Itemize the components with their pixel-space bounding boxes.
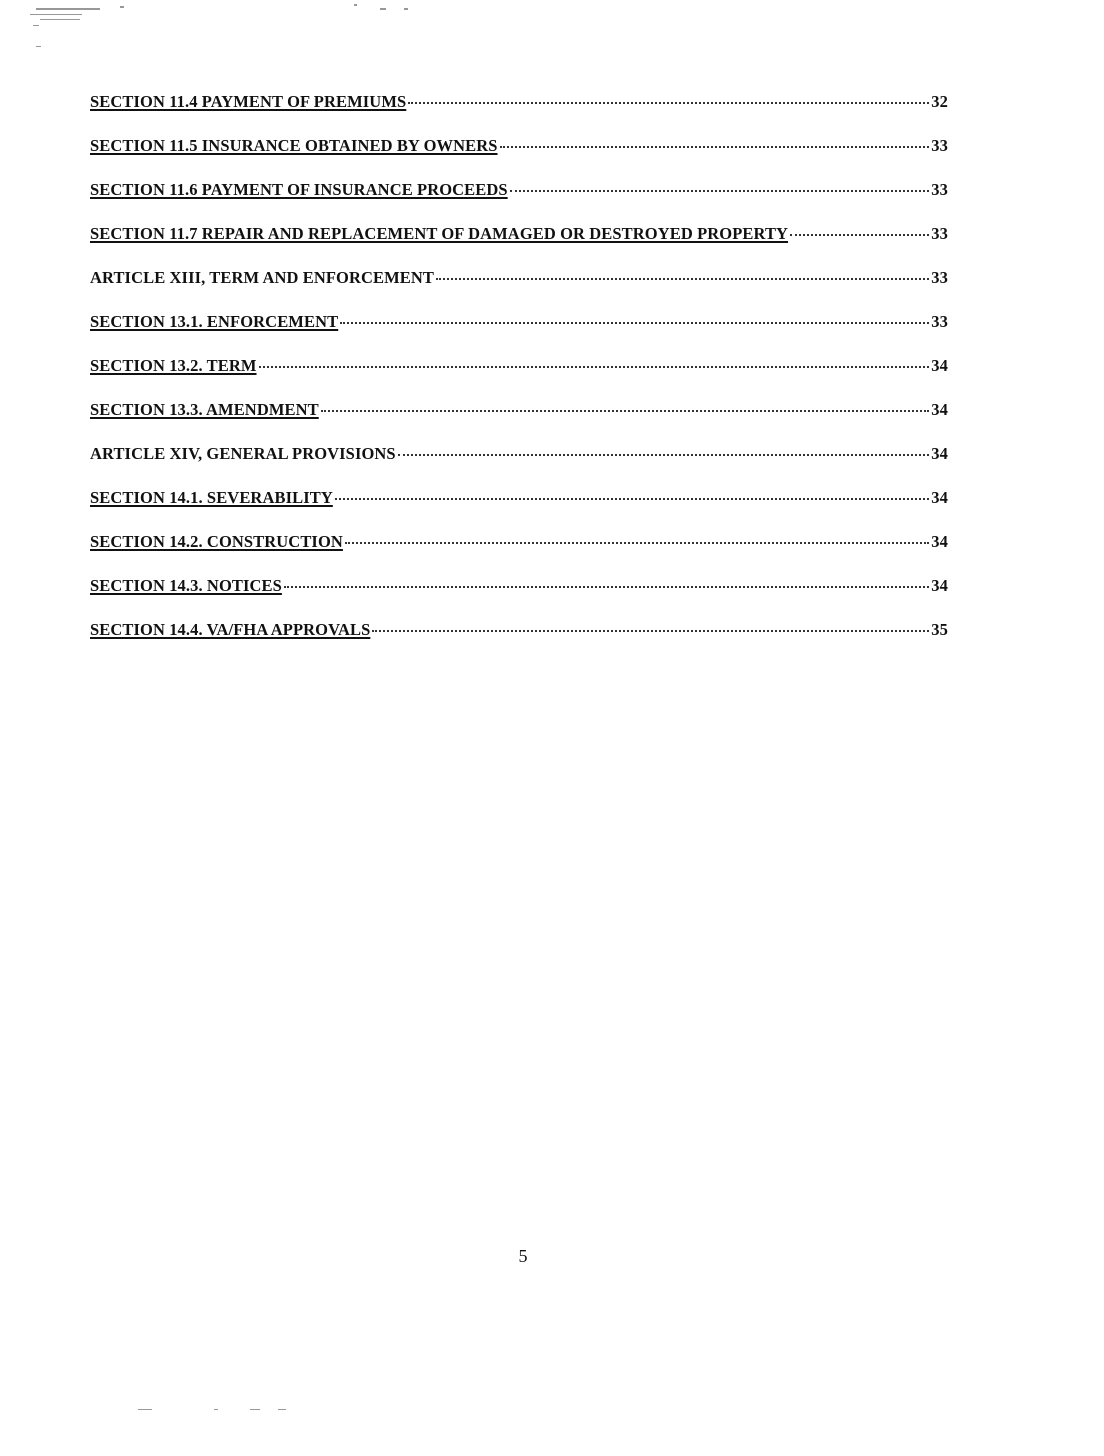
scan-artifact xyxy=(380,8,386,10)
scan-artifact xyxy=(120,6,124,8)
toc-entry-title[interactable]: ARTICLE XIII, TERM AND ENFORCEMENT xyxy=(90,268,435,287)
dot-leader xyxy=(345,542,929,544)
dot-leader xyxy=(259,366,930,368)
scan-artifact xyxy=(33,25,39,26)
toc-entry[interactable] xyxy=(90,620,948,664)
toc-entry-title[interactable]: SECTION 14.4. VA/FHA APPROVALS xyxy=(90,620,371,639)
scan-artifact xyxy=(250,1409,260,1410)
dot-leader xyxy=(321,410,930,412)
toc-entry-title[interactable]: SECTION 11.5 INSURANCE OBTAINED BY OWNERS xyxy=(90,136,498,155)
toc-entry[interactable] xyxy=(90,356,948,400)
toc-entry-title[interactable]: SECTION 14.1. SEVERABILITY xyxy=(90,488,333,507)
toc-entry[interactable] xyxy=(90,312,948,356)
toc-entry-title[interactable]: ARTICLE XIV, GENERAL PROVISIONS xyxy=(90,444,396,463)
toc-entry-title[interactable]: SECTION 13.3. AMENDMENT xyxy=(90,400,319,419)
toc-entry-title[interactable]: SECTION 13.2. TERM xyxy=(90,356,257,375)
toc-entry-title[interactable]: SECTION 13.1. ENFORCEMENT xyxy=(90,312,339,331)
toc-entry[interactable] xyxy=(90,224,948,268)
toc-entry-page: 34 xyxy=(931,400,948,419)
dot-leader xyxy=(510,190,930,192)
toc-entry-title[interactable]: SECTION 11.7 REPAIR AND REPLACEMENT OF DAMAGED OR DESTROYED PROPERTY xyxy=(90,224,789,243)
dot-leader xyxy=(340,322,929,324)
dot-leader xyxy=(790,234,929,236)
scan-artifact xyxy=(278,1409,286,1410)
page-number: 5 xyxy=(518,1246,528,1266)
scan-artifact xyxy=(354,4,357,6)
scan-artifact xyxy=(214,1409,218,1410)
toc-entry[interactable] xyxy=(90,532,948,576)
scan-artifact xyxy=(36,8,100,10)
dot-leader xyxy=(335,498,929,500)
scan-artifact xyxy=(36,46,41,47)
toc-entry-title[interactable]: SECTION 11.6 PAYMENT OF INSURANCE PROCEEDS xyxy=(90,180,508,199)
toc-entry-title[interactable]: SECTION 11.4 PAYMENT OF PREMIUMS xyxy=(90,92,407,111)
toc-entry[interactable] xyxy=(90,268,948,312)
toc-entry-page: 34 xyxy=(931,356,948,375)
toc-entry-page: 32 xyxy=(931,92,948,111)
toc-entry[interactable] xyxy=(90,136,948,180)
toc-entry-page: 34 xyxy=(931,532,948,551)
dot-leader xyxy=(398,454,930,456)
toc-entry[interactable] xyxy=(90,488,948,532)
dot-leader xyxy=(372,630,929,632)
toc-entry-page: 34 xyxy=(931,576,948,595)
toc-entry[interactable] xyxy=(90,444,948,488)
toc-entry-page: 33 xyxy=(931,224,948,243)
scan-artifact xyxy=(138,1409,152,1410)
toc-entry[interactable] xyxy=(90,400,948,444)
toc-entry-page: 33 xyxy=(931,268,948,287)
toc-entry[interactable] xyxy=(90,92,948,136)
dot-leader xyxy=(436,278,929,280)
toc-entry-page: 33 xyxy=(931,136,948,155)
scan-artifact xyxy=(40,19,80,20)
toc-entry-page: 34 xyxy=(931,444,948,463)
toc-entry-title[interactable]: SECTION 14.2. CONSTRUCTION xyxy=(90,532,343,551)
toc-entry-title[interactable]: SECTION 14.3. NOTICES xyxy=(90,576,282,595)
dot-leader xyxy=(284,586,929,588)
toc-entry-page: 35 xyxy=(931,620,948,639)
toc-entry-page: 33 xyxy=(931,312,948,331)
toc-entry-page: 34 xyxy=(931,488,948,507)
toc-entry[interactable] xyxy=(90,180,948,224)
toc-entry-page: 33 xyxy=(931,180,948,199)
scan-artifact xyxy=(30,14,82,15)
scan-artifact xyxy=(404,8,408,10)
dot-leader xyxy=(500,146,930,148)
toc-entry[interactable] xyxy=(90,576,948,620)
dot-leader xyxy=(408,102,929,104)
table-of-contents xyxy=(90,92,948,664)
